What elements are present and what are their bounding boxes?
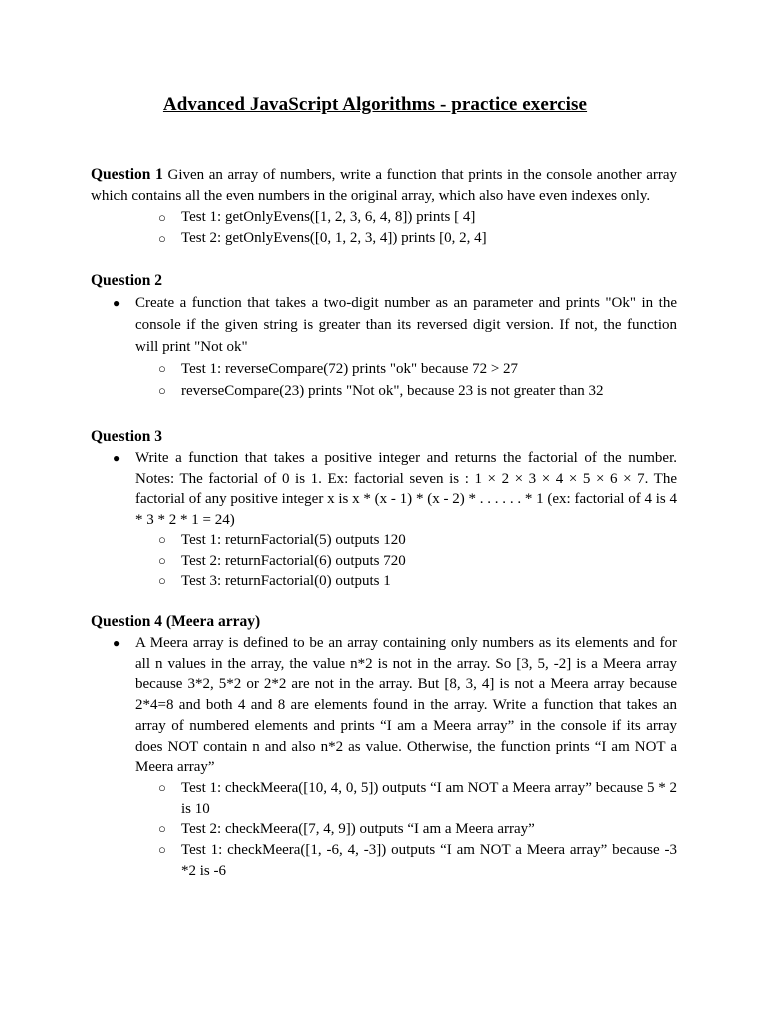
filled-circle-bullet-icon: ● (113, 636, 121, 650)
question-4-test-1 (91, 778, 677, 819)
hollow-circle-bullet-icon: ○ (158, 821, 166, 837)
question-1-test-2 (91, 228, 677, 249)
question-2 (91, 270, 677, 402)
question-4-bullet (91, 633, 677, 778)
test-text: Test 1: returnFactorial(5) outputs 120 (181, 532, 406, 548)
question-4 (91, 611, 677, 881)
test-text: Test 3: returnFactorial(0) outputs 1 (181, 573, 391, 589)
hollow-circle-bullet-icon: ○ (158, 842, 166, 858)
question-1 (91, 164, 677, 249)
question-4-body: A Meera array is defined to be an array containing only numbers as its elements and for all n values in the array, the value n*2 is not in the array. So [3, 5, -2] is a Meera array because 3*2, 5*2 or 2*2 are not in the array. But [8, 3, 4] is not a Meera array because 2*4=8 and both 4 and 8 are elements found in the array. Write a function that takes an array of numbered elements and prints “I am a Meera array” in the console if its array does NOT contain n and also n*2 as value. Otherwise, the function prints “I am NOT a Meera array” (135, 635, 677, 776)
hollow-circle-bullet-icon: ○ (158, 573, 166, 588)
test-text: Test 1: reverseCompare(72) prints "ok" because 72 > 27 (181, 361, 519, 377)
test-text: reverseCompare(23) prints "Not ok", because 23 is not greater than 32 (181, 383, 604, 399)
question-3-bullet (91, 448, 677, 530)
question-1-test-1 (91, 207, 677, 228)
question-1-label: Question 1 (91, 166, 163, 183)
page-title: Advanced JavaScript Algorithms - practice exercise (162, 94, 588, 115)
question-2-label: Question 2 (91, 272, 163, 289)
hollow-circle-bullet-icon: ○ (158, 779, 166, 795)
hollow-circle-bullet-icon: ○ (158, 210, 166, 225)
question-3-test-2 (91, 551, 677, 572)
question-4-test-2 (91, 819, 677, 840)
question-2-body: Create a function that takes a two-digit number as an parameter and prints "Ok" in the console if the given string is greater than its reversed digit version. If not, the function will print "Not ok" (135, 295, 677, 355)
test-text: Test 2: getOnlyEvens([0, 1, 2, 3, 4]) prints [0, 2, 4] (181, 230, 487, 246)
question-3-body: Write a function that takes a positive integer and returns the factorial of the number. Notes: The factorial of 0 is 1. Ex: factorial seven is : 1 × 2 × 3 × 4 × 5 × 6 × 7. The factorial of any positive integer x is x * (x - 1) * (x - 2) * . . . . . . * 1 (ex: factorial of 4 is 4 * 3 * 2 * 1 = 24) (135, 450, 677, 528)
question-4-label: Question 4 (Meera array) (91, 613, 261, 630)
test-text: Test 2: returnFactorial(6) outputs 720 (181, 552, 406, 569)
question-3-test-3 (91, 571, 677, 592)
test-text: Test 2: checkMeera([7, 4, 9]) outputs “I am a Meera array” (181, 821, 535, 838)
question-2-bullet (91, 292, 677, 358)
hollow-circle-bullet-icon: ○ (158, 532, 166, 547)
question-2-test-2 (91, 380, 677, 402)
question-3-label: Question 3 (91, 428, 163, 445)
question-3-test-1 (91, 530, 677, 551)
question-3 (91, 426, 677, 592)
filled-circle-bullet-icon: ● (113, 296, 121, 310)
hollow-circle-bullet-icon: ○ (158, 231, 166, 246)
hollow-circle-bullet-icon: ○ (158, 383, 166, 398)
filled-circle-bullet-icon: ● (113, 451, 121, 465)
question-4-test-3 (91, 840, 677, 881)
hollow-circle-bullet-icon: ○ (158, 552, 166, 568)
question-2-test-1 (91, 358, 677, 380)
question-1-body: Given an array of numbers, write a function that prints in the console another array which contains all the even numbers in the original array, which also have even indexes only. (91, 167, 678, 204)
test-text: Test 1: getOnlyEvens([1, 2, 3, 6, 4, 8]) prints [ 4] (181, 209, 476, 225)
test-text: Test 1: checkMeera([1, -6, 4, -3]) outputs “I am NOT a Meera array” because -3 *2 is -6 (181, 842, 677, 879)
test-text: Test 1: checkMeera([10, 4, 0, 5]) outputs “I am NOT a Meera array” because 5 * 2 is 10 (181, 779, 677, 817)
hollow-circle-bullet-icon: ○ (158, 361, 166, 376)
question-1-text (91, 164, 677, 207)
